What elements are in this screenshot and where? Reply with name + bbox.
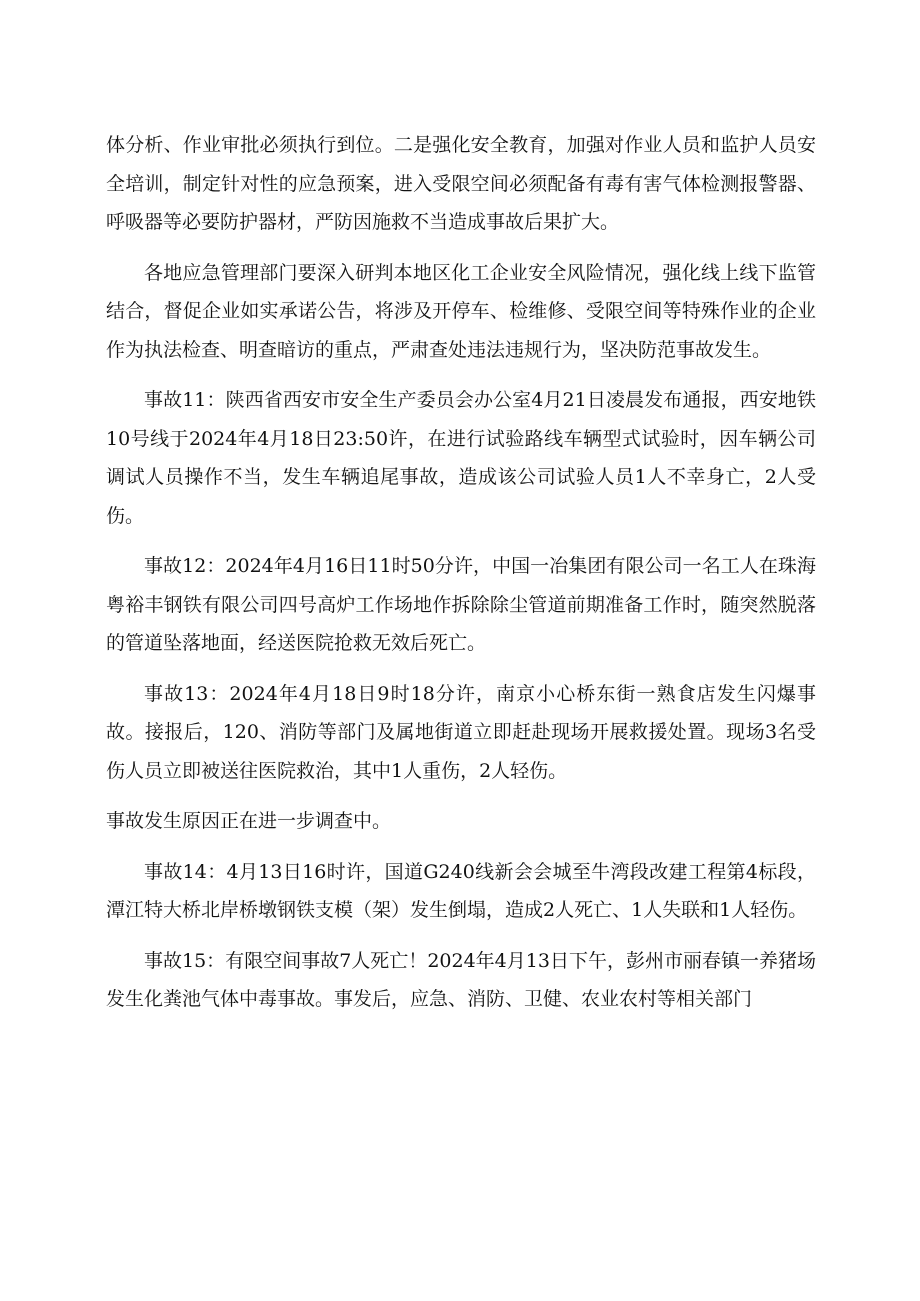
- paragraph-accident-15: 事故15：有限空间事故7人死亡！2024年4月13日下午，彭州市丽春镇一养猪场发生化粪池气体中毒事故。事发后，应急、消防、卫健、农业农村等相关部门: [106, 949, 816, 1010]
- paragraph-investigation-note: 事故发生原因正在进一步调查中。: [106, 810, 392, 832]
- document-body: [106, 126, 816, 1031]
- paragraph-2: 各地应急管理部门要深入研判本地区化工企业安全风险情况，强化线上线下监管结合，督促企业如实承诺公告，将涉及开停车、检维修、受限空间等特殊作业的企业作为执法检查、明查暗访的重点，严肃查处违法违规行为，坚决防范事故发生。: [106, 261, 816, 361]
- paragraph-accident-11: 事故11：陕西省西安市安全生产委员会办公室4月21日凌晨发布通报，西安地铁10号线于2024年4月18日23:50许，在进行试验路线车辆型式试验时，因车辆公司调试人员操作不当，发生车辆追尾事故，造成该公司试验人员1人不幸身亡，2人受伤。: [106, 389, 816, 527]
- paragraph-accident-13: 事故13：2024年4月18日9时18分许，南京小心桥东街一熟食店发生闪爆事故。接报后，120、消防等部门及属地街道立即赶赴现场开展救援处置。现场3名受伤人员立即被送往医院救治，其中1人重伤，2人轻伤。: [106, 682, 816, 782]
- paragraph-accident-12: 事故12：2024年4月16日11时50分许，中国一冶集团有限公司一名工人在珠海粤裕丰钢铁有限公司四号高炉工作场地作拆除除尘管道前期准备工作时，随突然脱落的管道坠落地面，经送医院抢救无效后死亡。: [106, 555, 816, 654]
- paragraph-1: 体分析、作业审批必须执行到位。二是强化安全教育，加强对作业人员和监护人员安全培训，制定针对性的应急预案，进入受限空间必须配备有毒有害气体检测报警器、呼吸器等必要防护器材，严防因施救不当造成事故后果扩大。: [106, 134, 816, 233]
- paragraph-accident-14: 事故14：4月13日16时许，国道G240线新会会城至牛湾段改建工程第4标段，潭江特大桥北岸桥墩钢铁支模（架）发生倒塌，造成2人死亡、1人失联和1人轻伤。: [106, 860, 816, 921]
